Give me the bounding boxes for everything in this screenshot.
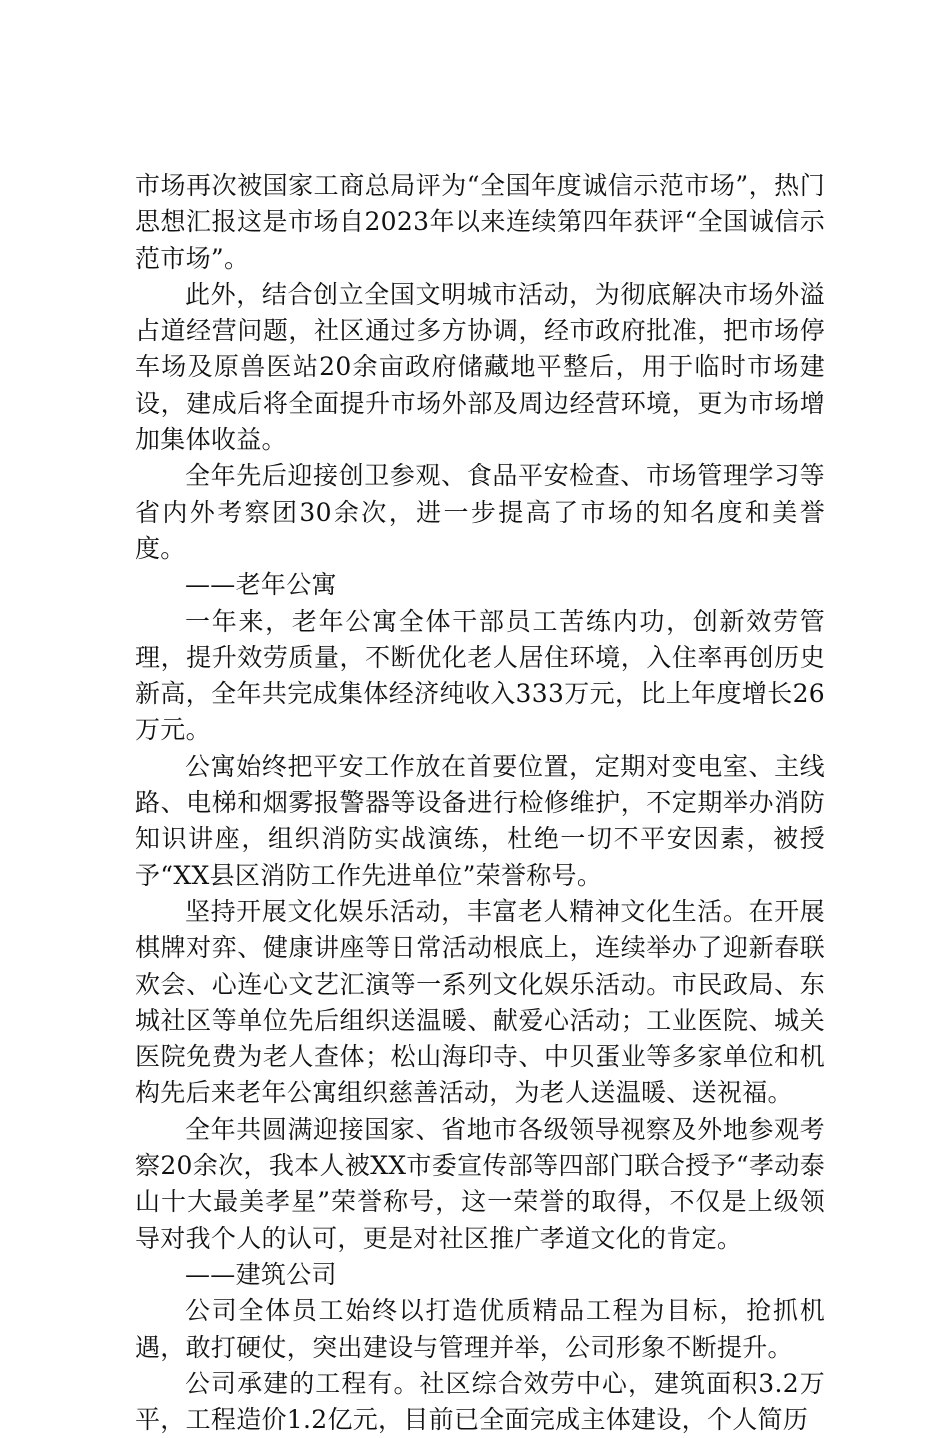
document-body [135,168,825,1438]
section-heading-elderly-apartment: ——老年公寓 [185,570,337,600]
paragraph-company-goals: 公司全体员工始终以打造优质精品工程为目标，抢抓机遇，敢打硬仗，突出建设与管理并举，公司形象不断提升。 [135,1296,825,1362]
paragraph-apartment-honors: 全年共圆满迎接国家、省地市各级领导视察及外地参观考察20余次，我本人被XX市委宣传部等四部门联合授予“孝动泰山十大最美孝星”荣誉称号，这一荣誉的取得，不仅是上级领导对我个人的认可，更是对社区推广孝道文化的肯定。 [135,1114,825,1253]
paragraph-market-award: 市场再次被国家工商总局评为“全国年度诚信示范市场”，热门思想汇报这是市场自2023年以来连续第四年获评“全国诚信示范市场”。 [135,171,825,273]
paragraph-apartment-culture: 坚持开展文化娱乐活动，丰富老人精神文化生活。在开展棋牌对弈、健康讲座等日常活动根底上，连续举办了迎新春联欢会、心连心文艺汇演等一系列文化娱乐活动。市民政局、东城社区等单位先后组织送温暖、献爱心活动；工业医院、城关医院免费为老人查体；松山海印寺、中贝蛋业等多家单位和机构先后来老年公寓组织慈善活动，为老人送温暖、送祝福。 [135,896,825,1108]
paragraph-apartment-safety: 公寓始终把平安工作放在首要位置，定期对变电室、主线路、电梯和烟雾报警器等设备进行检修维护，不定期举办消防知识讲座，组织消防实战演练，杜绝一切不平安因素，被授予“XX县区消防工作先进单位”荣誉称号。 [135,751,825,890]
section-heading-construction-company: ——建筑公司 [185,1259,337,1289]
paragraph-market-visits: 全年先后迎接创卫参观、食品平安检查、市场管理学习等省内外考察团30余次，进一步提高了市场的知名度和美誉度。 [135,461,825,563]
paragraph-company-projects: 公司承建的工程有。社区综合效劳中心，建筑面积3.2万平，工程造价1.2亿元，目前已全面完成主体建设，个人简历 [135,1368,825,1435]
paragraph-apartment-income: 一年来，老年公寓全体干部员工苦练内功，创新效劳管理，提升效劳质量，不断优化老人居住环境，入住率再创历史新高，全年共完成集体经济纯收入333万元，比上年度增长26万元。 [135,606,825,745]
paragraph-market-expansion: 此外，结合创立全国文明城市活动，为彻底解决市场外溢占道经营问题，社区通过多方协调，经市政府批准，把市场停车场及原兽医站20余亩政府储藏地平整后，用于临时市场建设，建成后将全面提升市场外部及周边经营环境，更为市场增加集体收益。 [135,279,825,455]
